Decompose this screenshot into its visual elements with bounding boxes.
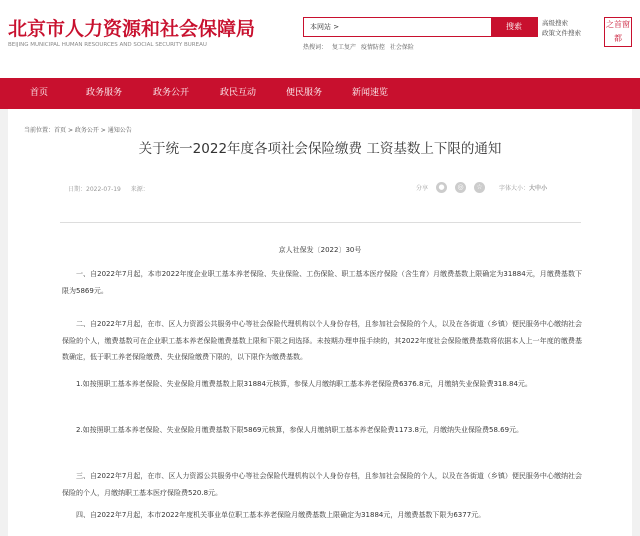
search-bar bbox=[303, 17, 538, 37]
article-paragraph: 三、自2022年7月起，在市、区人力资源公共服务中心等社会保险代理机构以个人身份存档，且参加社会保险的个人，以及在各街道（乡镇）便民服务中心缴纳社会保险的个人，月缴纳职工基本医疗保险费520.8元。 bbox=[62, 472, 582, 497]
breadcrumb-gov-affairs[interactable]: 政务公开 bbox=[74, 127, 99, 134]
article-paragraph: 1.如按照职工基本养老保险、失业保险月缴费基数上限31884元核算，参保人月缴纳职工基本养老保险费6376.8元，月缴纳失业保险费318.84元。 bbox=[76, 380, 532, 388]
advanced-search-link[interactable]: 高级搜索 bbox=[542, 19, 568, 27]
badge-char: 之 bbox=[606, 20, 614, 29]
main-nav bbox=[0, 78, 640, 109]
article-paragraph: 2.如按照职工基本养老保险、失业保险月缴费基数下限5869元核算，参保人月缴纳职工基本养老保险费1173.8元，月缴纳失业保险费58.69元。 bbox=[76, 426, 524, 434]
search-input[interactable] bbox=[304, 18, 492, 36]
font-size-large[interactable]: 大 bbox=[529, 184, 536, 192]
breadcrumb-notices[interactable]: 通知公告 bbox=[107, 127, 132, 134]
font-size-medium[interactable]: 中 bbox=[535, 184, 542, 192]
nav-news[interactable]: 新闻速览 bbox=[352, 88, 389, 98]
hot-word-link[interactable]: 复工复产 bbox=[331, 44, 356, 51]
breadcrumb bbox=[24, 125, 132, 134]
wechat-share-icon[interactable]: ● bbox=[436, 182, 447, 193]
hot-word-link[interactable]: 社会保险 bbox=[389, 44, 414, 51]
article-paragraph: 一、自2022年7月起，本市2022年度企业职工基本养老保险、失业保险、工伤保险、职工基本医疗保险（含生育）月缴费基数上限确定为31884元，月缴费基数下限为5869元。 bbox=[62, 270, 582, 295]
hot-search bbox=[303, 42, 417, 51]
font-size-label: 字体大小： bbox=[499, 184, 530, 192]
nav-gov-affairs[interactable]: 政务公开 bbox=[153, 88, 190, 98]
article-paragraph: 四、自2022年7月起，本市2022年度机关事业单位职工基本养老保险月缴费基数上限确定为31884元，月缴费基数下限为6377元。 bbox=[76, 511, 486, 519]
document-number: 京人社保发〔2022〕30号 bbox=[278, 246, 362, 254]
weibo-share-icon[interactable]: ◎ bbox=[455, 182, 466, 193]
nav-public-services[interactable]: 便民服务 bbox=[286, 88, 323, 98]
badge-char: 都 bbox=[614, 34, 622, 43]
article-date: 日期：2022-07-19 bbox=[68, 186, 121, 193]
badge-char: 首 bbox=[614, 20, 622, 29]
share-label: 分享 bbox=[416, 184, 429, 192]
breadcrumb-sep: > bbox=[66, 127, 75, 134]
nav-interaction[interactable]: 政民互动 bbox=[220, 88, 257, 98]
site-logo-subtitle: BEIJING MUNICIPAL HUMAN RESOURCES AND SOCIAL SECURITY BUREAU bbox=[8, 42, 207, 48]
site-logo-title[interactable]: 北京市人力资源和社会保障局 bbox=[8, 18, 256, 40]
hot-word-link[interactable]: 疫情防控 bbox=[360, 44, 385, 51]
nav-home[interactable]: 首页 bbox=[30, 88, 49, 98]
search-links bbox=[542, 18, 581, 38]
article-source: 来源： bbox=[130, 186, 149, 193]
breadcrumb-label: 当前位置： bbox=[24, 127, 55, 134]
site-header bbox=[0, 0, 640, 78]
hot-search-label: 热搜词： bbox=[303, 44, 328, 51]
favorite-icon[interactable]: ☆ bbox=[474, 182, 485, 193]
capital-window-logo[interactable] bbox=[604, 17, 632, 47]
search-button[interactable]: 搜索 bbox=[491, 18, 537, 36]
article-paragraph: 二、自2022年7月起，在市、区人力资源公共服务中心等社会保险代理机构以个人身份存档，且参加社会保险的个人，以及在各街道（乡镇）便民服务中心缴纳社会保险的个人，缴费基数可在企业职工基本养老保险缴费基数上限和下限之间选择。未按期办理申报手续的，其2022年度社会保险缴费基数将依据本人上一年度的缴费基数确定，低于职工养老保险缴费、失业保险缴费下限的，以下限作为缴费基数。 bbox=[62, 320, 582, 361]
share-bar bbox=[416, 181, 547, 193]
article-meta bbox=[68, 184, 157, 193]
policy-search-link[interactable]: 政策文件搜索 bbox=[542, 29, 581, 37]
breadcrumb-sep: > bbox=[98, 127, 108, 134]
nav-gov-services[interactable]: 政务服务 bbox=[86, 88, 123, 98]
breadcrumb-home[interactable]: 首页 bbox=[54, 127, 67, 134]
font-size-small[interactable]: 小 bbox=[541, 184, 548, 192]
divider bbox=[60, 222, 581, 223]
badge-char: 窗 bbox=[622, 20, 630, 29]
page-title: 关于统一2022年度各项社会保险缴费 工资基数上下限的通知 bbox=[138, 141, 502, 157]
